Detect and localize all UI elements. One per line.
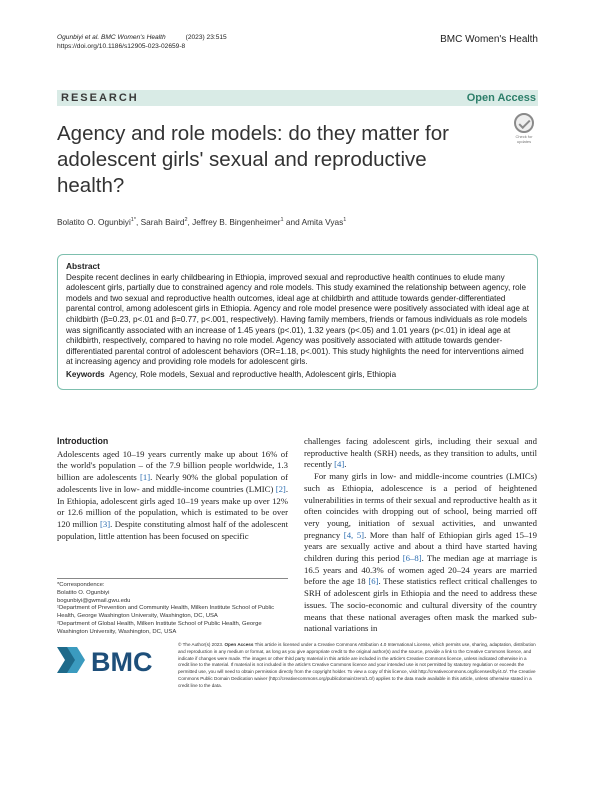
correspondence-email[interactable]: bogunbiyi@gwmail.gwu.edu bbox=[57, 597, 131, 604]
paragraph-text: . Nearly 90% the global population of adolescents live in low- and middle-income countries (LMIC) bbox=[57, 472, 288, 494]
citation-link[interactable]: [2] bbox=[275, 483, 286, 494]
paragraph-text: challenges facing adolescent girls, including their sexual and reproductive health (SRH) needs, as they transition to adults, until recently bbox=[304, 436, 537, 470]
correspondence-footnote bbox=[57, 578, 288, 637]
paragraph-text: . Despite constituting almost half of the adolescent population, little attention has been focused on specific bbox=[57, 518, 288, 541]
bmc-logo-icon bbox=[57, 643, 167, 677]
license-statement: © The Author(s) 2023. Open Access This article is licensed under a Creative Commons Attribution 4.0 International License, which permits use, sharing, adaptation, distribution and reproduction in any medium or format, as long as you give appropriate credit to the original author(s) and the source, provide a link to the Creative Commons licence, and indicate if changes were made. The images or other third party material in this article are included in the article's Creative Commons licence, unless indicated otherwise in a credit line to the material. If material is not included in the article's Creative Commons licence and your intended use is not permitted by statutory regulation or exceeds the permitted use, you will need to obtain permission directly from the copyright holder. To view a copy of this licence, visit http://creativecommons.org/licenses/by/4.0/. The Creative Commons Public Domain Dedication waiver (http://creativecommons.org/publicdomain/zero/1.0/) applies to the data made available in this article, unless otherwise stated in a credit line to the data. bbox=[178, 642, 536, 688]
bmc-logo bbox=[57, 643, 167, 677]
citation-link[interactable]: [4, 5] bbox=[343, 529, 365, 540]
author-affiliation: 2 bbox=[184, 217, 188, 224]
paragraph-text: . bbox=[344, 459, 347, 470]
abstract-heading: Abstract bbox=[66, 261, 100, 271]
section-label: RESEARCH bbox=[61, 92, 139, 104]
article-title: Agency and role models: do they matter for adolescent girls' sexual and reproductive health? bbox=[57, 122, 449, 197]
section-banner bbox=[57, 90, 538, 106]
citation-link[interactable]: [1] bbox=[140, 472, 151, 483]
paragraph-text: For many girls in low- and middle-income countries (LMICs) such as Ethiopia, adolescence is a period of heightened vulnerabilities in terms of their sexual and reproductive health as it often coincides with dropping out of school, being married off very young, initiation of sexual activities, and unwanted pregnancy bbox=[304, 471, 537, 540]
paragraph bbox=[57, 449, 288, 543]
bmc-logo-text: BMC bbox=[91, 647, 153, 677]
author-affiliation: 1* bbox=[130, 217, 136, 224]
citation-link[interactable]: [6] bbox=[368, 576, 379, 587]
paragraph bbox=[304, 436, 537, 471]
citation-link[interactable]: [3] bbox=[99, 518, 111, 529]
abstract-text: Despite recent declines in early childbearing in Ethiopia, improved sexual and reproductive health continues to elude many adolescent girls, partially due to constrained agency and role models. This study examined the relationship between agency, role models and two sexual and reproductive health outcomes, ideal age at childbirth and attitude towards gender-differentiated parental control, among adolescent girls in Ethiopia. Agency and role model presence were positively associated with ideal age at childbirth (β=0.23, p<.01 and β=0.77, p<.001, respectively). Having family members, friends or famous individuals as role models was significantly associated with an increase of 1.45 years (p<.01), 1.32 years (p<.05) and 1.01 years (p<.01) in ideal age at childbirth, respectively, compared to having no role model. Agency was positively associated with attitude towards gender-differentiated parental control of adolescent behaviors (OR=1.18, p<.001). This study highlights the need for interventions aimed at increasing agency and providing role models for adolescent girls. bbox=[66, 272, 529, 367]
section-heading-introduction: Introduction bbox=[57, 436, 109, 446]
author-name[interactable]: Amita Vyas bbox=[301, 217, 344, 227]
paragraph-text: Adolescents aged 10–19 years currently make up about 16% of the world's population – of the 7.9 billion people worldwide, 1.3 billion are adolescents bbox=[57, 448, 288, 483]
author-affiliation: 1 bbox=[280, 217, 284, 224]
citation-link[interactable]: [4] bbox=[334, 459, 345, 470]
check-for-updates-badge[interactable] bbox=[509, 113, 539, 143]
keywords-label: Keywords bbox=[66, 369, 105, 379]
author-affiliation: 1 bbox=[343, 217, 347, 224]
author-name[interactable]: Jeffrey B. Bingenheimer bbox=[192, 217, 281, 227]
open-access-label: Open Access bbox=[466, 92, 536, 104]
paragraph-text: . These statistics reflect critical challenges to SRH of adolescent girls in Ethiopia and the need to address these issues. The socio-economic and cultural diversity of the country means that these national averages often mask the marked sub-national variations in bbox=[304, 576, 537, 634]
running-header bbox=[57, 33, 227, 51]
author-name[interactable]: Bolatito O. Ogunbiyi bbox=[57, 217, 131, 227]
correspondence-name: Bolatito O. Ogunbiyi bbox=[57, 589, 110, 596]
journal-name: BMC Women's Health bbox=[440, 34, 538, 45]
keywords-list: Agency, Role models, Sexual and reproductive health, Adolescent girls, Ethiopia bbox=[109, 369, 397, 379]
header-citation: Ogunbiyi et al. BMC Women's Health bbox=[57, 34, 166, 41]
author-list: Bolatito O. Ogunbiyi$^{1*}$, Sarah Baird$^2$, Jeffrey B. Bingenheimer$^1$ and Amita Vyas$^1$ bbox=[57, 217, 347, 227]
badge-line1: Check for bbox=[515, 134, 533, 139]
paragraph-text: . The median age at marriage is 16.5 years and 40.3% of women aged 20–24 years are married before the age 18 bbox=[304, 553, 537, 587]
paragraph-text: . In Ethiopia, adolescent girls aged 10–19 years make up over 12% or 12.6 million of the population, which is estimated to be over 120 million bbox=[57, 483, 288, 529]
paragraph bbox=[304, 471, 537, 635]
paragraph-text: . More than half of Ethiopian girls aged 15–19 years are sexually active and about a third have started having children during this period bbox=[304, 529, 537, 564]
citation-link[interactable]: [6–8] bbox=[402, 553, 422, 564]
header-doi[interactable]: https://doi.org/10.1186/s12905-023-02659-8 bbox=[57, 43, 186, 50]
header-year: (2023) 23:515 bbox=[185, 34, 227, 41]
abstract-box bbox=[57, 254, 538, 390]
correspondence-label: *Correspondence: bbox=[57, 582, 105, 588]
badge-line2: updates bbox=[516, 139, 532, 144]
author-name[interactable]: Sarah Baird bbox=[140, 217, 185, 227]
body-column-left bbox=[57, 436, 288, 542]
keywords bbox=[66, 370, 529, 381]
affiliation-1: ¹Department of Prevention and Community Health, Milken Institute School of Public Health, George Washington University, Washington, DC, USA bbox=[57, 605, 275, 620]
affiliation-2: ²Department of Global Health, Milken Institute School of Public Health, George Washington University, Washington, DC, USA bbox=[57, 620, 262, 635]
body-column-right bbox=[304, 436, 537, 635]
check-icon bbox=[514, 113, 534, 133]
